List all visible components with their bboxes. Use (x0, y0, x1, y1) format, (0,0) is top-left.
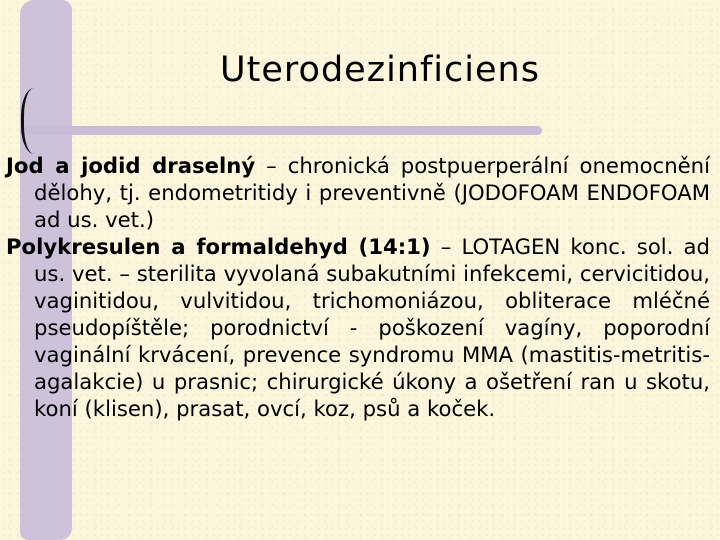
slide-content (6, 152, 710, 422)
item-term: Polykresulen a formaldehyd (14:1) (6, 234, 431, 259)
item-term: Jod a jodid draselný (6, 153, 256, 178)
item-text: – chronická postpuerperální onemocnění dělohy, tj. endometritidy i preventivně (JODOFOAM ENDOFOAM ad us. vet.) (34, 153, 710, 232)
list-item (6, 233, 710, 422)
decorative-bracket (21, 88, 35, 154)
slide-title: Uterodezinficiens (220, 50, 540, 90)
item-text: – LOTAGEN konc. sol. ad us. vet. – sterilita vyvolaná subakutními infekcemi, cervicitidou, vaginitidou, vulvitidou, trichomoniázou, obliterace mléčné pseudopíštěle; porodnictví - poškození vagíny, poporodní vaginální krvácení, prevence syndromu MMA (mastitis-metritis-agalakcie) u prasnic; chirurgické úkony a ošetření ran u skotu, koní (klisen), prasat, ovcí, koz, psů a koček. (34, 234, 710, 421)
list-item (6, 152, 710, 233)
decorative-horizontal-rule (20, 126, 542, 135)
